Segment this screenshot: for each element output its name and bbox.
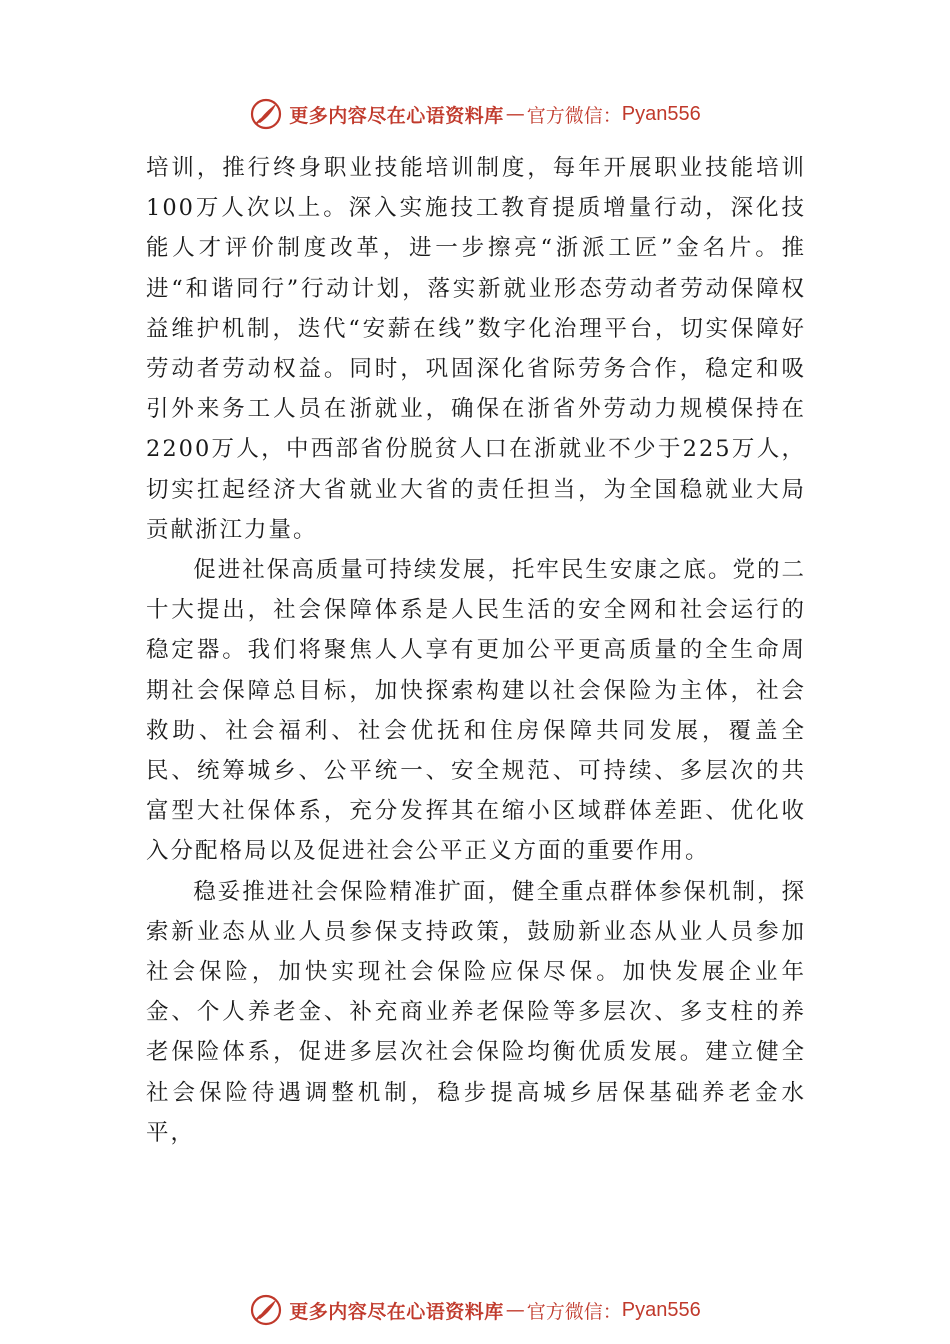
footer-promo-text: 更多内容尽在心语资料库 [289, 1300, 504, 1323]
header-wechat-id: Pyan556 [621, 102, 701, 125]
header-promo-text: 更多内容尽在心语资料库 [289, 104, 504, 127]
footer-wechat-label: 官方微信： [526, 1300, 622, 1323]
document-body [146, 148, 806, 1153]
quill-pen-logo-icon [249, 1293, 283, 1327]
header-separator: — [505, 103, 525, 125]
header-wechat-label: 官方微信： [526, 104, 622, 127]
header-banner [0, 94, 950, 134]
paragraph-social-insurance-expansion: 稳妥推进社会保险精准扩面，健全重点群体参保机制，探索新业态从业人员参保支持政策，鼓励新业态从业人员参加社会保险，加快实现社会保险应保尽保。加快发展企业年金、个人养老金、补充商业养老保险等多层次、多支柱的养老保险体系，促进多层次社会保险均衡优质发展。建立健全社会保险待遇调整机制，稳步提高城乡居保基础养老金水平， [146, 878, 806, 1146]
footer-wechat-id: Pyan556 [621, 1298, 701, 1321]
paragraph-employment-training: 培训，推行终身职业技能培训制度，每年开展职业技能培训100万人次以上。深入实施技工教育提质增量行动，深化技能人才评价制度改革，进一步擦亮“浙派工匠”金名片。推进“和谐同行”行动计划，落实新就业形态劳动者劳动保障权益维护机制，迭代“安薪在线”数字化治理平台，切实保障好劳动者劳动权益。同时，巩固深化省际劳务合作，稳定和吸引外来务工人员在浙就业，确保在浙省外劳动力规模保持在2200万人，中西部省份脱贫人口在浙就业不少于225万人，切实扛起经济大省就业大省的责任担当，为全国稳就业大局贡献浙江力量。 [146, 155, 806, 543]
footer-banner [0, 1290, 950, 1330]
paragraph-social-security-development: 促进社保高质量可持续发展，托牢民生安康之底。党的二十大提出，社会保障体系是人民生活的安全网和社会运行的稳定器。我们将聚焦人人享有更加公平更高质量的全生命周期社会保障总目标，加快探索构建以社会保险为主体，社会救助、社会福利、社会优抚和住房保障共同发展，覆盖全民、统筹城乡、公平统一、安全规范、可持续、多层次的共富型大社保体系，充分发挥其在缩小区域群体差距、优化收入分配格局以及促进社会公平正义方面的重要作用。 [146, 557, 806, 865]
footer-separator: — [505, 1299, 525, 1321]
quill-pen-logo-icon [249, 97, 283, 131]
